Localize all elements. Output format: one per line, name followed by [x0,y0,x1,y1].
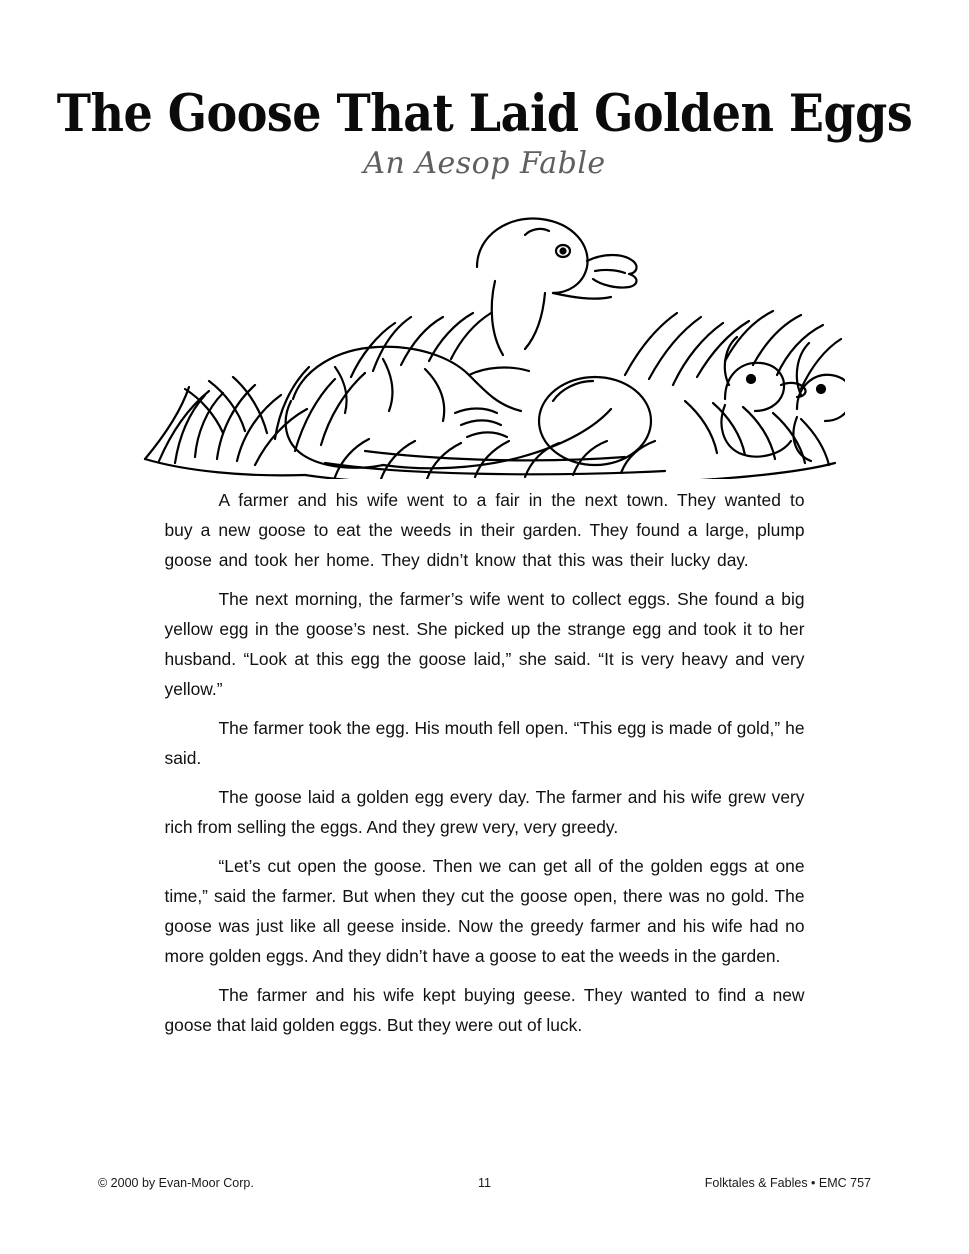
story-paragraph-2: The next morning, the farmer’s wife went to collect eggs. She found a big yellow egg in the goose’s nest. She picked up the strange egg and took it to her husband. “Look at this egg the goose laid,” she said. “It is very heavy and very yellow.” [164,589,805,699]
page-title: The Goose That Laid Golden Eggs [56,82,913,144]
footer-copyright: © 2000 by Evan-Moor Corp. [98,1176,254,1190]
goose-in-nest-illustration [125,189,845,479]
story-paragraph-4: The goose laid a golden egg every day. The farmer and his wife grew very rich from selling the eggs. And they grew very, very greedy. [164,787,805,837]
footer-series: Folktales & Fables • EMC 757 [704,1176,871,1190]
story-paragraph-6: The farmer and his wife kept buying geese. They wanted to find a new goose that laid golden eggs. But they were out of luck. [164,985,805,1035]
story-paragraph-3: The farmer took the egg. His mouth fell open. “This egg is made of gold,” he said. [164,718,805,768]
footer-page-number: 11 [478,1176,491,1190]
story-paragraph-5: “Let’s cut open the goose. Then we can get all of the golden eggs at one time,” said the farmer. But when they cut the goose open, there was no gold. The goose was just like all geese inside. Now the greedy farmer and his wife had no more golden eggs. And they didn’t have a goose to eat the weeds in the garden. [164,856,805,966]
story-body [165,479,805,1040]
story-paragraph-1: A farmer and his wife went to a fair in the next town. They wanted to buy a new goose to eat the weeds in their garden. They found a large, plump goose and took her home. They didn’t know that this was their lucky day. [164,490,805,570]
page-subtitle: An Aesop Fable [363,146,606,181]
